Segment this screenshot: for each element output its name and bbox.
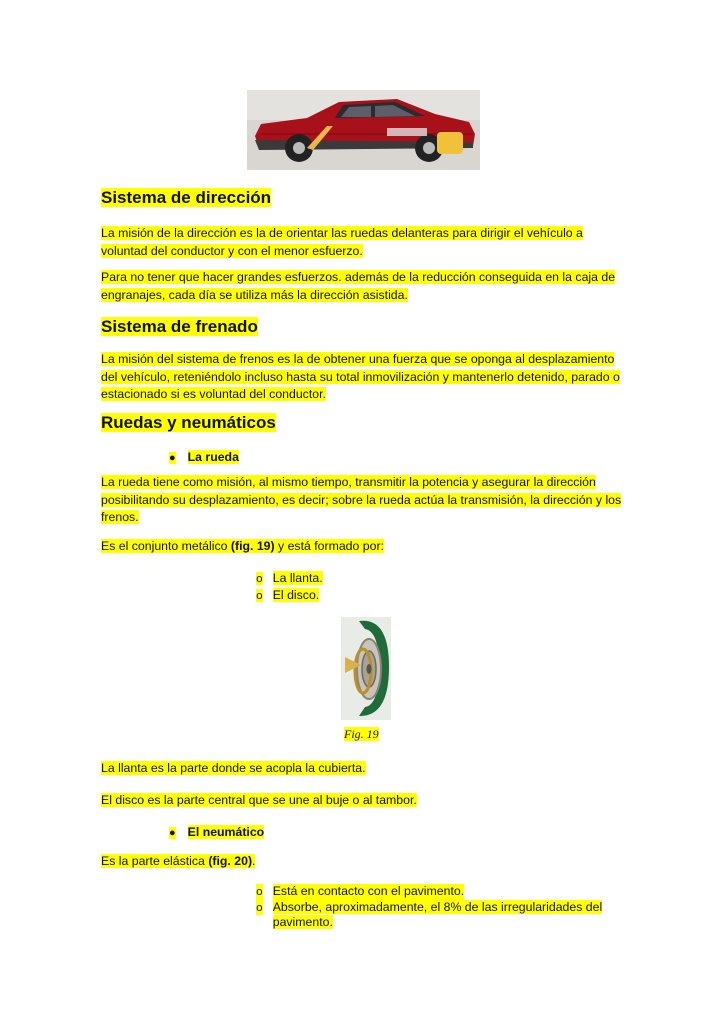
text-segment: . — [252, 854, 256, 868]
text-segment: Es el conjunto metálico — [101, 539, 231, 553]
figure-caption — [344, 726, 379, 742]
sub-list-rueda — [256, 570, 323, 604]
bullet-label: El neumático — [187, 825, 265, 839]
bullet-label: La rueda — [187, 450, 239, 464]
heading-sistema-direccion — [101, 187, 271, 209]
sub-list-item-text: La llanta. — [272, 571, 323, 585]
hollow-circle-icon: o — [256, 885, 263, 898]
sub-list-item — [256, 587, 323, 604]
sub-list-item — [256, 884, 613, 900]
hollow-circle-icon: o — [256, 589, 263, 602]
caption-text: Fig. 19 — [344, 727, 379, 741]
text-segment: y está formado por: — [274, 539, 384, 553]
hollow-circle-icon: o — [256, 900, 263, 914]
heading-ruedas-neumaticos — [101, 412, 276, 434]
paragraph-text: La misión de la dirección es la de orientar las ruedas delanteras para dirigir el vehículo a voluntad del conductor y con el menor esfuerzo. — [101, 226, 583, 258]
sub-list-item-text: Está en contacto con el pavimento. — [272, 884, 465, 898]
paragraph-conjunto-metalico — [101, 538, 626, 556]
wheel-illustration — [341, 617, 391, 720]
paragraph-text: La llanta es la parte donde se acopla la cubierta. — [101, 761, 366, 775]
heading-sistema-frenado — [101, 316, 258, 338]
heading-text: Sistema de frenado — [101, 317, 258, 336]
paragraph-disco — [101, 792, 626, 810]
sub-list-neumatico — [256, 884, 613, 931]
paragraph-rueda-mision — [101, 474, 626, 527]
paragraph-direccion-mision — [101, 225, 626, 260]
paragraph-text: Para no tener que hacer grandes esfuerzos. además de la reducción conseguida en la caja de engranajes, cada día se utiliza más la dirección asistida. — [101, 270, 616, 302]
paragraph-direccion-asistida — [101, 269, 626, 304]
paragraph-llanta — [101, 760, 626, 778]
figure-reference: (fig. 20) — [208, 854, 253, 868]
bullet-el-neumatico — [169, 824, 264, 842]
paragraph-text: El disco es la parte central que se une al buje o al tambor. — [101, 793, 417, 807]
text-segment: Es la parte elástica — [101, 854, 209, 868]
paragraph-frenado-mision — [101, 351, 626, 404]
bullet-disc-icon: ● — [169, 452, 176, 464]
bullet-disc-icon: ● — [169, 827, 176, 839]
sub-list-item — [256, 570, 323, 587]
paragraph-text: La misión del sistema de frenos es la de obtener una fuerza que se oponga al desplazamiento del vehículo, reteniéndolo incluso hasta su total inmovilización y mantenerlo detenido, parado o estacionado si es voluntad del conductor. — [101, 352, 620, 401]
paragraph-parte-elastica — [101, 853, 626, 871]
bullet-la-rueda — [169, 449, 239, 467]
sub-list-item-text: El disco. — [272, 588, 320, 602]
paragraph-text: La rueda tiene como misión, al mismo tiempo, transmitir la potencia y asegurar la dirección posibilitando su desplazamiento, es decir; sobre la rueda actúa la transmisión, la dirección y los frenos. — [101, 475, 622, 524]
sub-list-item-text: Absorbe, aproximadamente, el 8% de las irregularidades del pavimento. — [272, 899, 603, 929]
heading-text: Ruedas y neumáticos — [101, 413, 276, 432]
figure-reference: (fig. 19) — [230, 539, 275, 553]
sub-list-item — [256, 900, 613, 931]
car-steering-illustration — [247, 90, 480, 170]
hollow-circle-icon: o — [256, 572, 263, 585]
heading-text: Sistema de dirección — [101, 188, 272, 207]
